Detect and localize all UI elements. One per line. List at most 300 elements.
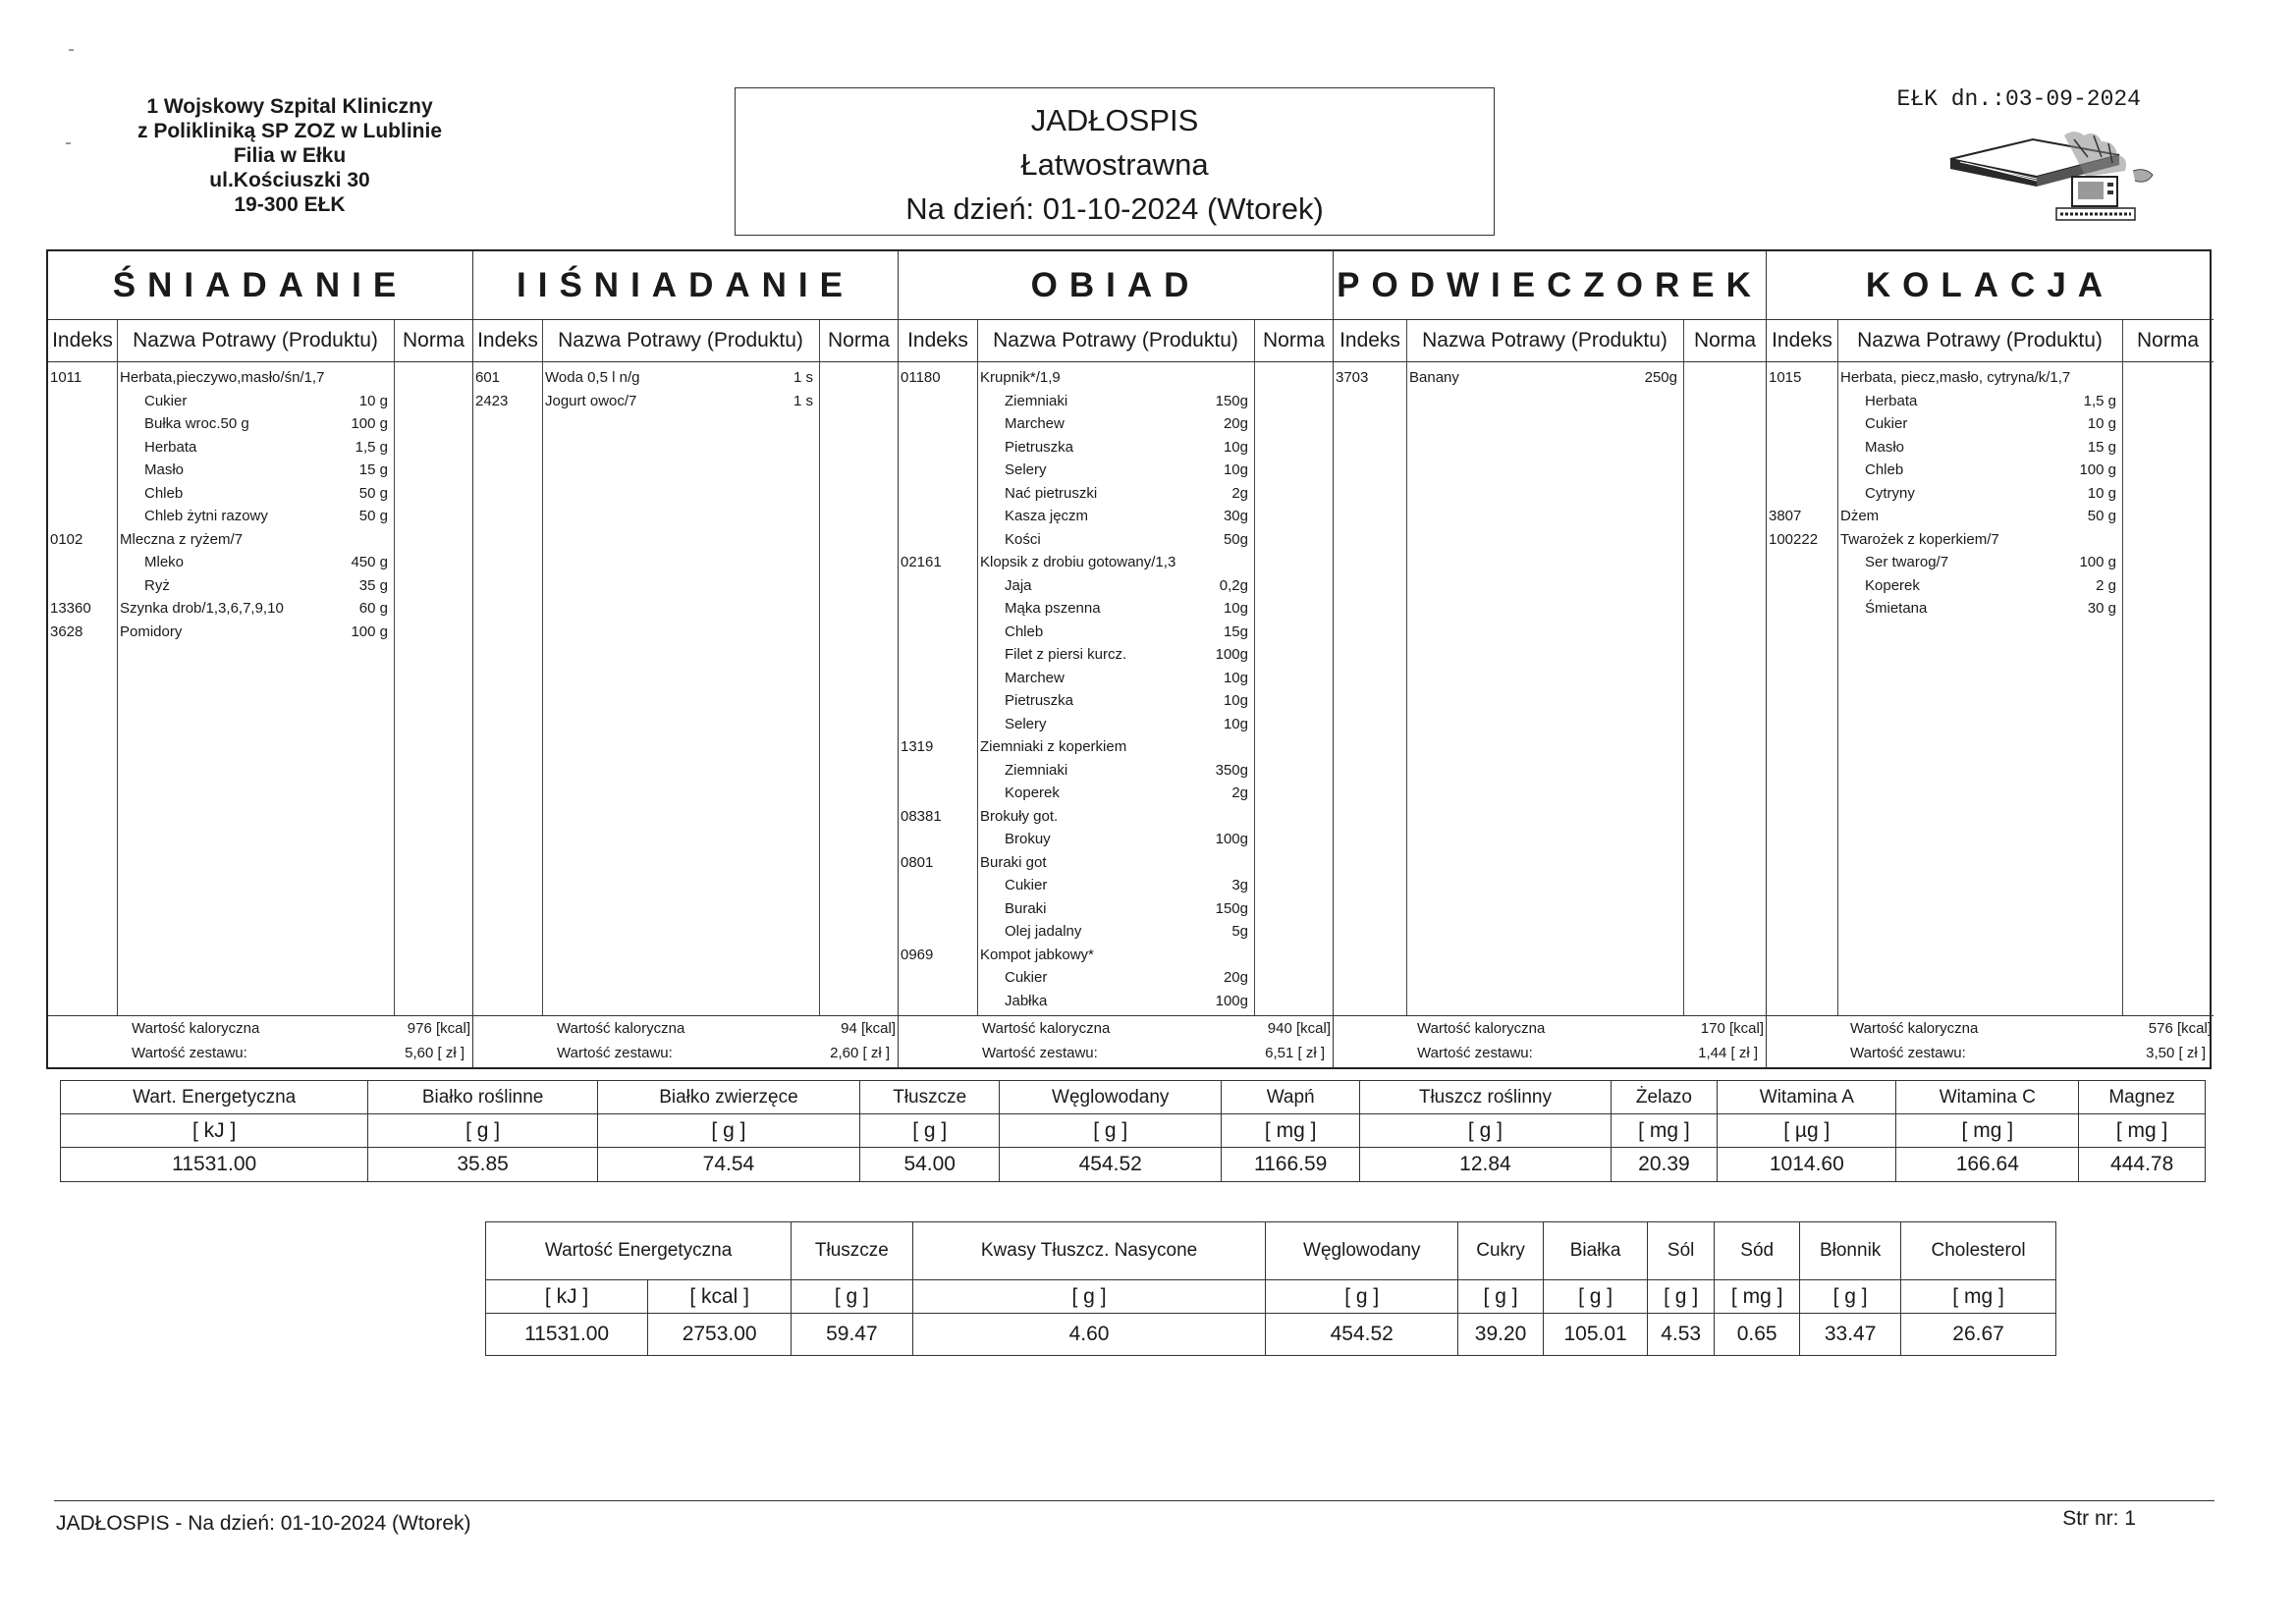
calorie-value: 940 [kcal] bbox=[1267, 1020, 1331, 1037]
nutrition-value: 1166.59 bbox=[1222, 1148, 1360, 1182]
item-norma: 60 g bbox=[358, 600, 388, 617]
item-name: Cytryny bbox=[1865, 484, 1915, 502]
item-norma: 3g bbox=[1231, 877, 1248, 893]
item-norma: 15 g bbox=[358, 461, 388, 478]
menu-item-row bbox=[48, 574, 472, 598]
nutrition-header: Tłuszcze bbox=[860, 1081, 1000, 1114]
column-header-index: Indeks bbox=[52, 329, 113, 352]
column-header-index: Indeks bbox=[1339, 329, 1400, 352]
item-index: 13360 bbox=[50, 600, 91, 617]
nutrition-value: 11531.00 bbox=[61, 1148, 368, 1182]
menu-item-row bbox=[899, 459, 1333, 482]
item-name: Kompot jabkowy* bbox=[980, 946, 1094, 963]
item-name: Jogurt owoc/7 bbox=[545, 392, 637, 409]
meal-title: OBIAD bbox=[899, 251, 1333, 320]
item-name: Koperek bbox=[1005, 784, 1060, 801]
item-name: Filet z piersi kurcz. bbox=[1005, 646, 1127, 663]
menu-item-row bbox=[1767, 412, 2214, 436]
item-norma: 100g bbox=[1215, 992, 1248, 1009]
menu-item-row bbox=[899, 621, 1333, 644]
item-name: Twarożek z koperkiem/7 bbox=[1840, 530, 1999, 548]
column-header-norma: Norma bbox=[827, 329, 890, 352]
item-norma: 10g bbox=[1223, 715, 1248, 732]
item-name: Ryż bbox=[144, 576, 170, 594]
nutrition-unit: [ mg ] bbox=[1896, 1114, 2079, 1148]
cost-label: Wartość zestawu: bbox=[1417, 1045, 1533, 1061]
column-divider bbox=[1406, 320, 1407, 1016]
menu-item-row bbox=[48, 505, 472, 528]
summary-unit: [ mg ] bbox=[1901, 1280, 2056, 1314]
item-name: Masło bbox=[144, 461, 185, 478]
nutrition-header: Węglowodany bbox=[1000, 1081, 1222, 1114]
item-norma: 2g bbox=[1231, 784, 1248, 801]
summary-header: Węglowodany bbox=[1266, 1222, 1458, 1280]
item-name: Brokuy bbox=[1005, 831, 1051, 847]
item-name: Pietruszka bbox=[1005, 438, 1074, 456]
summary-header: Wartość Energetyczna bbox=[486, 1222, 792, 1280]
footer-title: JADŁOSPIS - Na dzień: 01-10-2024 (Wtorek) bbox=[56, 1512, 471, 1535]
menu-item-row bbox=[899, 689, 1333, 713]
cost-label: Wartość zestawu: bbox=[982, 1045, 1098, 1061]
menu-item-row bbox=[899, 944, 1333, 967]
column-header-row bbox=[473, 320, 898, 362]
column-header-norma: Norma bbox=[1262, 329, 1325, 352]
calorie-label: Wartość kaloryczna bbox=[1850, 1020, 1979, 1037]
summary-unit: [ kJ ] bbox=[486, 1280, 648, 1314]
meal-section-iisniadanie bbox=[473, 251, 899, 1067]
item-norma: 20g bbox=[1223, 969, 1248, 986]
menu-item-row bbox=[899, 713, 1333, 736]
item-norma: 100 g bbox=[2079, 554, 2116, 570]
menu-item-row bbox=[899, 805, 1333, 829]
nutrition-header: Białko roślinne bbox=[368, 1081, 598, 1114]
menu-item-row bbox=[899, 897, 1333, 921]
item-name: Cukier bbox=[1005, 969, 1048, 986]
item-norma: 30g bbox=[1223, 508, 1248, 524]
summary-values-row bbox=[486, 1314, 2056, 1356]
menu-item-row bbox=[48, 597, 472, 621]
item-norma: 350g bbox=[1215, 761, 1248, 779]
item-name: Herbata bbox=[1865, 392, 1918, 409]
item-name: Cukier bbox=[1005, 877, 1048, 893]
calorie-value: 976 [kcal] bbox=[407, 1020, 470, 1037]
item-index: 0102 bbox=[50, 530, 83, 548]
summary-value: 0.65 bbox=[1715, 1314, 1800, 1356]
summary-value: 33.47 bbox=[1800, 1314, 1901, 1356]
summary-header: Kwasy Tłuszcz. Nasycone bbox=[912, 1222, 1266, 1280]
menu-item-row bbox=[899, 828, 1333, 851]
item-index: 01180 bbox=[901, 369, 941, 386]
nutrition-unit: [ kJ ] bbox=[61, 1114, 368, 1148]
item-name: Selery bbox=[1005, 715, 1047, 732]
cost-value: 1,44 [ zł ] bbox=[1698, 1045, 1758, 1061]
menu-item-row bbox=[48, 390, 472, 413]
item-index: 3703 bbox=[1336, 369, 1369, 386]
summary-unit: [ g ] bbox=[912, 1280, 1266, 1314]
summary-header: Tłuszcze bbox=[792, 1222, 912, 1280]
menu-item-row bbox=[48, 436, 472, 460]
item-index: 1011 bbox=[50, 369, 82, 386]
summary-header: Cukry bbox=[1458, 1222, 1544, 1280]
nutrition-table bbox=[60, 1080, 2206, 1182]
meal-title: IIŚNIADANIE bbox=[473, 251, 898, 320]
meal-summary bbox=[48, 1015, 472, 1067]
calorie-value: 576 [kcal] bbox=[2148, 1020, 2212, 1037]
item-name: Chleb bbox=[1865, 461, 1904, 478]
summary-unit: [ kcal ] bbox=[648, 1280, 792, 1314]
summary-value: 26.67 bbox=[1901, 1314, 2056, 1356]
nutrition-unit: [ mg ] bbox=[1222, 1114, 1360, 1148]
item-index: 601 bbox=[475, 369, 501, 386]
meal-summary bbox=[1334, 1015, 1766, 1067]
nutrition-unit: [ mg ] bbox=[2079, 1114, 2206, 1148]
title-box bbox=[735, 87, 1495, 236]
meal-summary bbox=[473, 1015, 898, 1067]
item-name: Cukier bbox=[1865, 415, 1908, 432]
menu-item-row bbox=[48, 551, 472, 574]
item-norma: 15 g bbox=[2087, 438, 2116, 456]
summary-header: Cholesterol bbox=[1901, 1222, 2056, 1280]
menu-item-row bbox=[48, 621, 472, 644]
column-header-norma: Norma bbox=[2136, 329, 2199, 352]
item-name: Ziemniaki bbox=[1005, 761, 1068, 779]
nutrition-value: 454.52 bbox=[1000, 1148, 1222, 1182]
nutrition-header: Witamina A bbox=[1718, 1081, 1896, 1114]
column-header-row bbox=[1767, 320, 2214, 362]
column-divider bbox=[1683, 320, 1684, 1016]
meal-title: KOLACJA bbox=[1767, 251, 2214, 320]
menu-item-row bbox=[1767, 597, 2214, 621]
menu-item-row bbox=[1334, 366, 1766, 390]
item-norma: 20g bbox=[1223, 415, 1248, 432]
calorie-value: 94 [kcal] bbox=[841, 1020, 896, 1037]
summary-header: Białka bbox=[1544, 1222, 1648, 1280]
meal-section-podwieczorek bbox=[1334, 251, 1767, 1067]
item-name: Szynka drob/1,3,6,7,9,10 bbox=[120, 600, 284, 617]
nutrition-value: 35.85 bbox=[368, 1148, 598, 1182]
column-header-row bbox=[899, 320, 1333, 362]
item-norma: 100g bbox=[1215, 646, 1248, 663]
nutrition-unit: [ µg ] bbox=[1718, 1114, 1896, 1148]
meal-section-obiad bbox=[899, 251, 1334, 1067]
calorie-label: Wartość kaloryczna bbox=[982, 1020, 1111, 1037]
item-norma: 10 g bbox=[2087, 484, 2116, 502]
nutrition-header: Tłuszcz roślinny bbox=[1360, 1081, 1611, 1114]
menu-item-row bbox=[473, 366, 898, 390]
item-norma: 10g bbox=[1223, 692, 1248, 709]
menu-item-row bbox=[1767, 459, 2214, 482]
menu-item-row bbox=[899, 574, 1333, 598]
item-name: Pomidory bbox=[120, 622, 183, 640]
nutrition-header: Witamina C bbox=[1896, 1081, 2079, 1114]
item-norma: 30 g bbox=[2087, 600, 2116, 617]
item-name: Ser twarog/7 bbox=[1865, 554, 1949, 570]
calorie-value: 170 [kcal] bbox=[1700, 1020, 1764, 1037]
item-name: Banany bbox=[1409, 369, 1459, 386]
nutrition-header: Wart. Energetyczna bbox=[61, 1081, 368, 1114]
column-header-name: Nazwa Potrawy (Produktu) bbox=[993, 329, 1238, 352]
summary-unit: [ g ] bbox=[1648, 1280, 1715, 1314]
summary-unit: [ g ] bbox=[1458, 1280, 1544, 1314]
calorie-label: Wartość kaloryczna bbox=[132, 1020, 260, 1037]
menu-item-row bbox=[899, 990, 1333, 1013]
menu-item-row bbox=[899, 366, 1333, 390]
item-name: Krupnik*/1,9 bbox=[980, 369, 1061, 386]
item-name: Herbata,pieczywo,masło/śn/1,7 bbox=[120, 369, 325, 386]
summary-value: 105.01 bbox=[1544, 1314, 1648, 1356]
summary-value: 59.47 bbox=[792, 1314, 912, 1356]
item-index: 08381 bbox=[901, 807, 942, 825]
item-name: Cukier bbox=[144, 392, 188, 409]
item-norma: 250g bbox=[1644, 369, 1677, 386]
item-name: Kości bbox=[1005, 530, 1041, 548]
menu-item-row bbox=[899, 597, 1333, 621]
nutrition-value: 74.54 bbox=[597, 1148, 859, 1182]
summary-unit: [ g ] bbox=[1800, 1280, 1901, 1314]
nutrition-unit: [ g ] bbox=[1000, 1114, 1222, 1148]
nutrition-unit: [ g ] bbox=[597, 1114, 859, 1148]
item-name: Brokuły got. bbox=[980, 807, 1059, 825]
item-norma: 100 g bbox=[2079, 461, 2116, 478]
item-index: 0969 bbox=[901, 946, 934, 963]
item-name: Buraki got bbox=[980, 853, 1047, 871]
summary-header: Błonnik bbox=[1800, 1222, 1901, 1280]
scan-speck bbox=[66, 142, 71, 144]
issue-date: EŁK dn.:03-09-2024 bbox=[1896, 86, 2141, 112]
item-name: Herbata bbox=[144, 438, 197, 456]
page-title: JADŁOSPIS bbox=[1030, 103, 1199, 137]
menu-table bbox=[46, 249, 2212, 1069]
item-name: Herbata, piecz,masło, cytryna/k/1,7 bbox=[1840, 369, 2071, 386]
hospital-line: ul.Kościuszki 30 bbox=[209, 169, 370, 191]
item-name: Mleko bbox=[144, 554, 185, 570]
scan-speck bbox=[69, 49, 74, 51]
item-norma: 150g bbox=[1215, 899, 1248, 917]
menu-item-row bbox=[1767, 436, 2214, 460]
nutrition-headers-row bbox=[61, 1081, 2206, 1114]
menu-item-row bbox=[899, 874, 1333, 897]
summary-value: 2753.00 bbox=[648, 1314, 792, 1356]
item-name: Mleczna z ryżem/7 bbox=[120, 530, 244, 548]
item-name: Masło bbox=[1865, 438, 1905, 456]
item-norma: 150g bbox=[1215, 392, 1248, 409]
menu-item-row bbox=[1767, 390, 2214, 413]
item-norma: 2 g bbox=[2096, 576, 2116, 594]
column-header-name: Nazwa Potrawy (Produktu) bbox=[1857, 329, 2103, 352]
item-name: Ziemniaki bbox=[1005, 392, 1068, 409]
item-index: 02161 bbox=[901, 554, 942, 570]
column-header-name: Nazwa Potrawy (Produktu) bbox=[133, 329, 378, 352]
item-name: Klopsik z drobiu gotowany/1,3 bbox=[980, 554, 1176, 570]
item-norma: 100g bbox=[1215, 831, 1248, 847]
summary-header: Sód bbox=[1715, 1222, 1800, 1280]
item-index: 3807 bbox=[1769, 508, 1802, 524]
menu-item-row bbox=[48, 366, 472, 390]
nutrition-values-row bbox=[61, 1148, 2206, 1182]
item-norma: 15g bbox=[1223, 622, 1248, 640]
menu-date: Na dzień: 01-10-2024 (Wtorek) bbox=[905, 191, 1324, 226]
item-index: 3628 bbox=[50, 622, 83, 640]
item-name: Kasza jęczm bbox=[1005, 508, 1089, 524]
menu-item-row bbox=[899, 920, 1333, 944]
item-name: Chleb bbox=[1005, 622, 1044, 640]
item-name: Jabłka bbox=[1005, 992, 1048, 1009]
nutrition-value: 166.64 bbox=[1896, 1148, 2079, 1182]
menu-item-row bbox=[899, 759, 1333, 783]
menu-item-row bbox=[899, 528, 1333, 552]
summary-unit: [ g ] bbox=[1266, 1280, 1458, 1314]
menu-item-row bbox=[899, 851, 1333, 875]
item-name: Nać pietruszki bbox=[1005, 484, 1098, 502]
item-index: 0801 bbox=[901, 853, 934, 871]
item-name: Buraki bbox=[1005, 899, 1047, 917]
item-index: 2423 bbox=[475, 392, 509, 409]
item-norma: 450 g bbox=[351, 554, 388, 570]
hospital-info bbox=[93, 94, 486, 217]
menu-item-row bbox=[48, 528, 472, 552]
item-norma: 100 g bbox=[351, 622, 388, 640]
cost-value: 2,60 [ zł ] bbox=[830, 1045, 890, 1061]
nutrition-value: 12.84 bbox=[1360, 1148, 1611, 1182]
item-index: 100222 bbox=[1769, 530, 1819, 548]
calorie-label: Wartość kaloryczna bbox=[1417, 1020, 1546, 1037]
item-norma: 50 g bbox=[2087, 508, 2116, 524]
menu-item-row bbox=[899, 667, 1333, 690]
column-header-norma: Norma bbox=[402, 329, 465, 352]
item-norma: 100 g bbox=[351, 415, 388, 432]
menu-item-row bbox=[899, 482, 1333, 506]
menu-item-row bbox=[899, 412, 1333, 436]
menu-item-row bbox=[899, 551, 1333, 574]
item-name: Chleb żytni razowy bbox=[144, 508, 268, 524]
item-index: 1015 bbox=[1769, 369, 1802, 386]
cost-label: Wartość zestawu: bbox=[557, 1045, 673, 1061]
item-name: Ziemniaki z koperkiem bbox=[980, 738, 1127, 755]
column-header-name: Nazwa Potrawy (Produktu) bbox=[1422, 329, 1667, 352]
item-name: Marchew bbox=[1005, 669, 1065, 686]
meal-section-sniadanie bbox=[48, 251, 473, 1067]
cost-value: 3,50 [ zł ] bbox=[2146, 1045, 2206, 1061]
summary-header-row bbox=[486, 1222, 2056, 1280]
summary-header: Sól bbox=[1648, 1222, 1715, 1280]
menu-item-row bbox=[899, 966, 1333, 990]
menu-item-row bbox=[1767, 574, 2214, 598]
item-norma: 50 g bbox=[358, 484, 388, 502]
item-norma: 2g bbox=[1231, 484, 1248, 502]
menu-item-row bbox=[899, 505, 1333, 528]
hospital-line: 19-300 EŁK bbox=[234, 193, 346, 216]
menu-item-row bbox=[899, 436, 1333, 460]
item-name: Marchew bbox=[1005, 415, 1065, 432]
column-header-index: Indeks bbox=[907, 329, 968, 352]
summary-units-row bbox=[486, 1280, 2056, 1314]
item-name: Śmietana bbox=[1865, 600, 1928, 617]
item-name: Selery bbox=[1005, 461, 1047, 478]
hospital-line: Filia w Ełku bbox=[233, 144, 347, 167]
meal-section-kolacja bbox=[1767, 251, 2214, 1067]
summary-value: 11531.00 bbox=[486, 1314, 648, 1356]
item-name: Chleb bbox=[144, 484, 184, 502]
item-name: Jaja bbox=[1005, 576, 1032, 594]
column-header-index: Indeks bbox=[477, 329, 538, 352]
nutrition-header: Żelazo bbox=[1611, 1081, 1718, 1114]
meal-summary bbox=[1767, 1015, 2214, 1067]
summary-value: 4.53 bbox=[1648, 1314, 1715, 1356]
summary-value: 454.52 bbox=[1266, 1314, 1458, 1356]
item-norma: 10 g bbox=[2087, 415, 2116, 432]
item-norma: 1,5 g bbox=[355, 438, 388, 456]
item-index: 1319 bbox=[901, 738, 934, 755]
nutrition-unit: [ mg ] bbox=[1611, 1114, 1718, 1148]
item-name: Woda 0,5 l n/g bbox=[545, 369, 640, 386]
nutrition-value: 1014.60 bbox=[1718, 1148, 1896, 1182]
menu-item-row bbox=[1767, 551, 2214, 574]
menu-item-row bbox=[899, 390, 1333, 413]
menu-item-row bbox=[899, 643, 1333, 667]
summary-unit: [ g ] bbox=[792, 1280, 912, 1314]
nutrition-value: 54.00 bbox=[860, 1148, 1000, 1182]
item-norma: 1,5 g bbox=[2083, 392, 2116, 409]
menu-item-row bbox=[899, 735, 1333, 759]
nutrition-units-row bbox=[61, 1114, 2206, 1148]
summary-unit: [ g ] bbox=[1544, 1280, 1648, 1314]
nutrition-unit: [ g ] bbox=[368, 1114, 598, 1148]
diet-name: Łatwostrawna bbox=[1020, 147, 1209, 182]
menu-item-row bbox=[48, 459, 472, 482]
cost-label: Wartość zestawu: bbox=[1850, 1045, 1966, 1061]
item-norma: 1 s bbox=[793, 392, 813, 409]
nutrition-header: Białko zwierzęce bbox=[597, 1081, 859, 1114]
nutrition-summary-table bbox=[485, 1221, 2056, 1356]
cost-value: 6,51 [ zł ] bbox=[1265, 1045, 1325, 1061]
item-name: Dżem bbox=[1840, 508, 1880, 524]
nutrition-value: 444.78 bbox=[2079, 1148, 2206, 1182]
column-divider bbox=[819, 320, 820, 1016]
footer-divider bbox=[54, 1500, 2214, 1501]
item-norma: 0,2g bbox=[1219, 576, 1248, 594]
meal-title: PODWIECZOREK bbox=[1334, 251, 1766, 320]
menu-item-row bbox=[48, 482, 472, 506]
item-norma: 10g bbox=[1223, 600, 1248, 617]
menu-item-row bbox=[48, 412, 472, 436]
hospital-line: 1 Wojskowy Szpital Kliniczny bbox=[146, 95, 433, 118]
item-norma: 35 g bbox=[358, 576, 388, 594]
menu-item-row bbox=[1767, 528, 2214, 552]
item-norma: 50 g bbox=[358, 508, 388, 524]
item-norma: 10g bbox=[1223, 669, 1248, 686]
summary-unit: [ mg ] bbox=[1715, 1280, 1800, 1314]
item-norma: 50g bbox=[1223, 530, 1248, 548]
item-name: Bułka wroc.50 g bbox=[144, 415, 249, 432]
item-name: Pietruszka bbox=[1005, 692, 1074, 709]
nutrition-unit: [ g ] bbox=[1360, 1114, 1611, 1148]
hospital-line: z Polikliniką SP ZOZ w Lublinie bbox=[137, 120, 442, 142]
nutrition-header: Wapń bbox=[1222, 1081, 1360, 1114]
nutrition-header: Magnez bbox=[2079, 1081, 2206, 1114]
item-norma: 1 s bbox=[793, 369, 813, 386]
nutrition-value: 20.39 bbox=[1611, 1148, 1718, 1182]
menu-item-row bbox=[1767, 482, 2214, 506]
summary-value: 39.20 bbox=[1458, 1314, 1544, 1356]
item-norma: 10 g bbox=[358, 392, 388, 409]
column-header-name: Nazwa Potrawy (Produktu) bbox=[558, 329, 803, 352]
calorie-label: Wartość kaloryczna bbox=[557, 1020, 685, 1037]
item-norma: 10g bbox=[1223, 461, 1248, 478]
item-norma: 10g bbox=[1223, 438, 1248, 456]
column-divider bbox=[542, 320, 543, 1016]
summary-value: 4.60 bbox=[912, 1314, 1266, 1356]
menu-item-row bbox=[1767, 366, 2214, 390]
